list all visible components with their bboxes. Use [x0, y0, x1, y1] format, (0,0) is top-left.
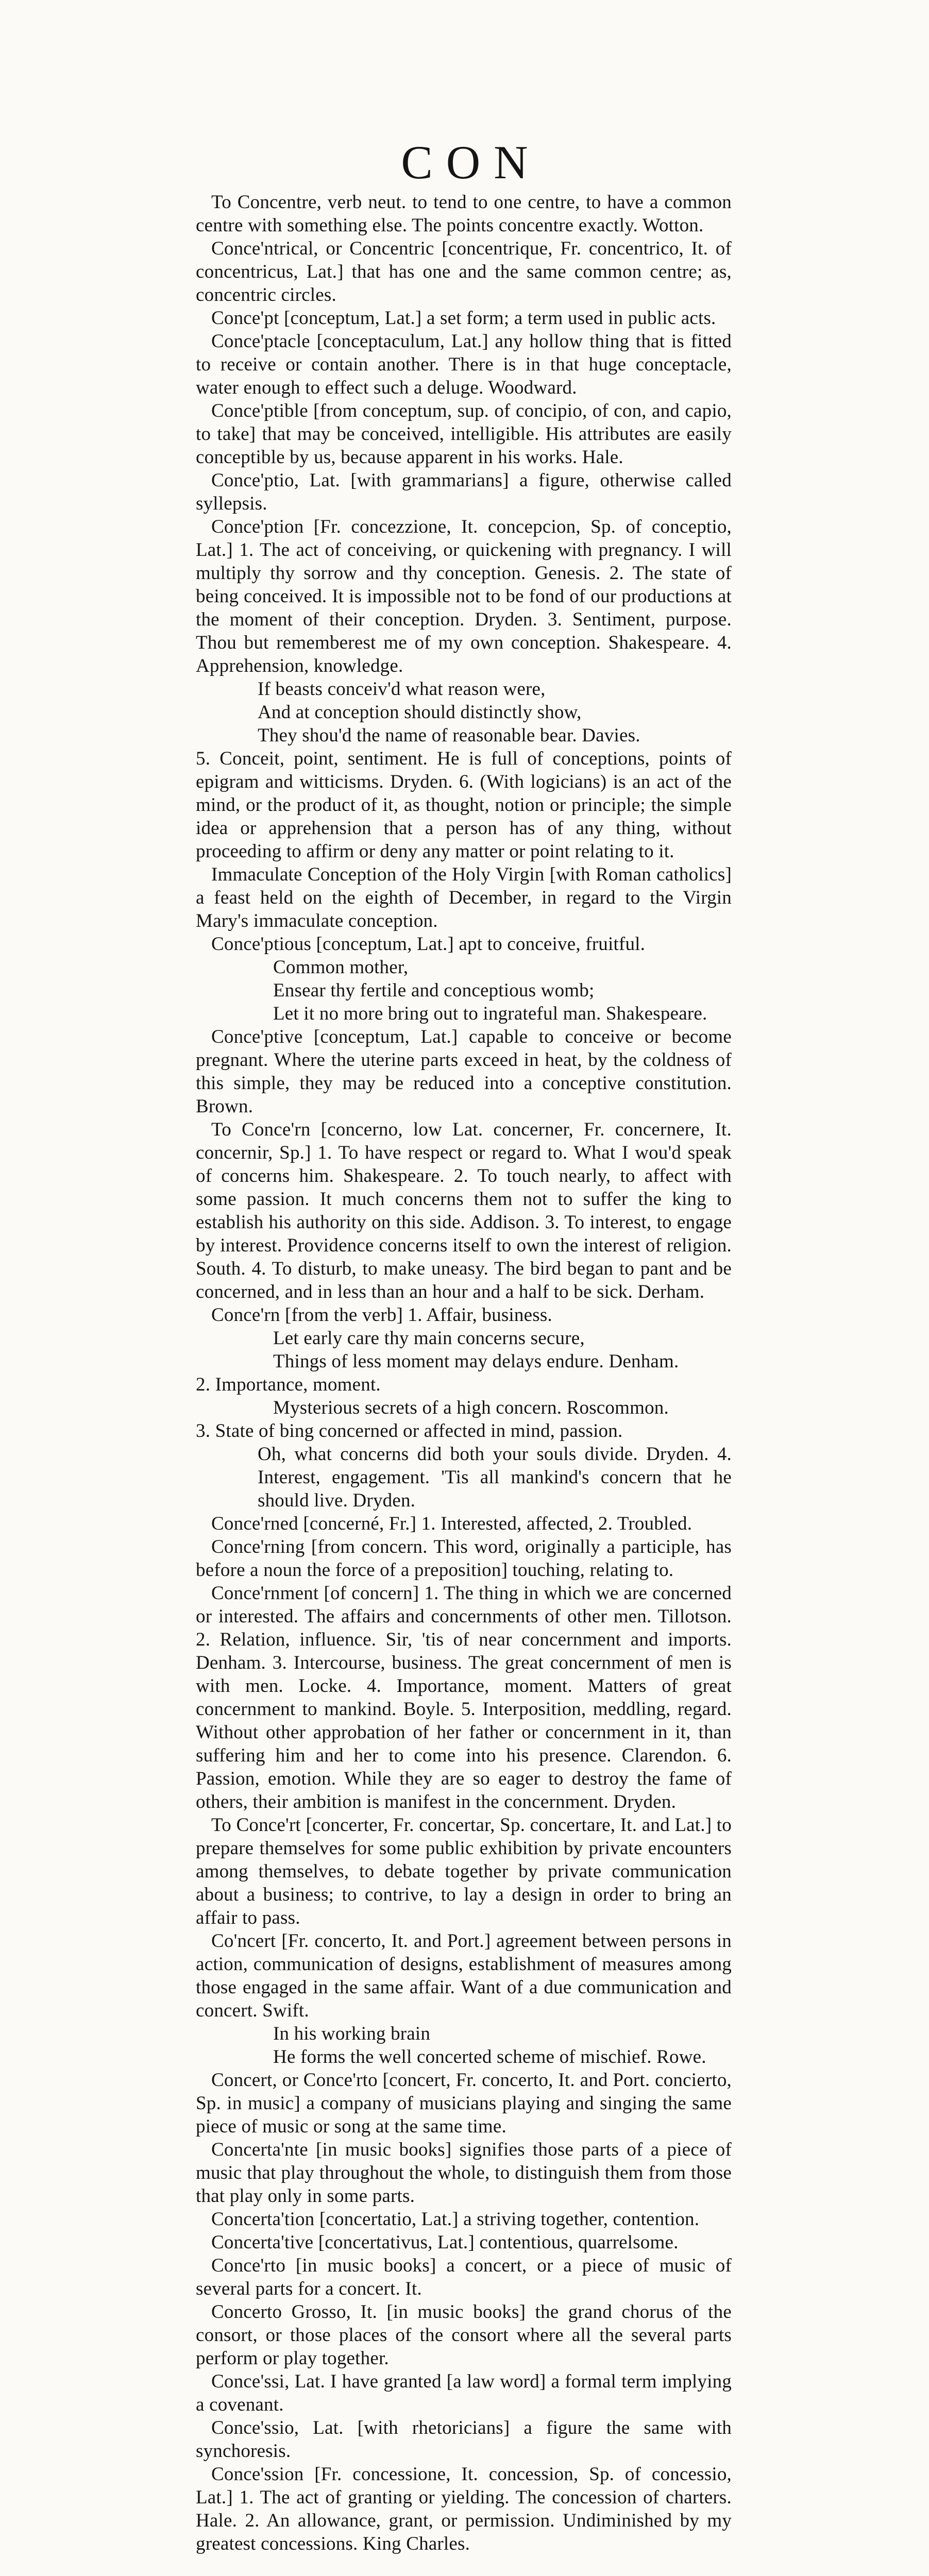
- entry-concession: Conce'ssion [Fr. concessione, It. concession, Sp. of concessio, Lat.] 1. The act of granting or yielding. The concession of charters. Hale. 2. An allowance, grant, or permission. Undiminished by my greatest concessions. King Charles.: [196, 2464, 732, 2554]
- entry-column: [196, 191, 732, 2555]
- entry-immaculate-conception: Immaculate Conception of the Holy Virgin [with Roman catholics] a feast held on the eighth of December, in regard to the Virgin Mary's immaculate conception.: [196, 864, 732, 931]
- entry-conception-continued: 5. Conceit, point, sentiment. He is full of conceptions, points of epigram and witticisms. Dryden. 6. (With logicians) is an act of the mind, or the product of it, as thought, notion or principle; the simple idea or apprehension that a person has of any thing, without proceeding to affirm or deny any matter or point relating to it.: [196, 748, 732, 862]
- entry-concern-noun: Conce'rn [from the verb] 1. Affair, business.: [211, 1304, 552, 1326]
- verse-line: Things of less moment may delays endure. Denham.: [273, 1351, 679, 1372]
- verse-line: And at conception should distinctly show,: [258, 702, 582, 723]
- verse-line: He forms the well concerted scheme of mischief. Rowe.: [273, 2046, 706, 2067]
- entry-concertation: Concerta'tion [concertatio, Lat.] a striving together, contention.: [211, 2209, 700, 2230]
- entry-concerning: Conce'rning [from concern. This word, originally a participle, has before a noun the force of a preposition] touching, relating to.: [196, 1536, 732, 1581]
- entry-conceptious: Conce'ptious [conceptum, Lat.] apt to conceive, fruitful.: [211, 934, 646, 955]
- verse-line: Ensear thy fertile and conceptious womb;: [273, 980, 595, 1001]
- entry-concerto-grosso: Concerto Grosso, It. [in music books] the grand chorus of the consort, or those places of the consort where all the several parts perform or play together.: [196, 2301, 732, 2369]
- entry-concentre: To Concentre, verb neut. to tend to one centre, to have a common centre with something else. The points concentre exactly. Wotton.: [196, 192, 732, 236]
- entry-concern-noun-sense: Oh, what concerns did both your souls divide. Dryden. 4. Interest, engagement. 'Tis all mankind's concern that he should live. Dryden.: [258, 1444, 732, 1511]
- entry-concerned: Conce'rned [concerné, Fr.] 1. Interested, affected, 2. Troubled.: [211, 1513, 692, 1534]
- verse-line: Mysterious secrets of a high concern. Roscommon.: [273, 1397, 669, 1418]
- verse-line: If beasts conceiv'd what reason were,: [258, 679, 546, 700]
- entry-concertante: Concerta'nte [in music books] signifies those parts of a piece of music that play throughout the whole, to distinguish them from those that play only in some parts.: [196, 2139, 732, 2207]
- entry-concerto: Conce'rto [in music books] a concert, or a piece of music of several parts for a concert. It.: [196, 2255, 732, 2299]
- entry-conceptive: Conce'ptive [conceptum, Lat.] capable to conceive or become pregnant. Where the uterine parts exceed in heat, by the coldness of this simple, they may be reduced into a conceptive constitution. Brown.: [196, 1026, 732, 1117]
- entry-concessio: Conce'ssio, Lat. [with rhetoricians] a figure the same with synchoresis.: [196, 2417, 732, 2462]
- entry-concert-music: Concert, or Conce'rto [concert, Fr. concerto, It. and Port. concierto, Sp. in music] a company of musicians playing and singing the same piece of music or song at the same time.: [196, 2070, 732, 2137]
- entry-concertative: Concerta'tive [concertativus, Lat.] contentious, quarrelsome.: [211, 2232, 679, 2253]
- verse-line: Let it no more bring out to ingrateful man. Shakespeare.: [273, 1003, 707, 1024]
- entry-concert-verb: To Conce'rt [concerter, Fr. concertar, Sp. concertare, It. and Lat.] to prepare themselves for some public exhibition by private encounters among themselves, to debate together by private communication about a business; to contrive, to lay a design in order to bring an affair to pass.: [196, 1815, 732, 1928]
- verse-line: They shou'd the name of reasonable bear. Davies.: [258, 725, 640, 746]
- entry-conceptio: Conce'ptio, Lat. [with grammarians] a figure, otherwise called syllepsis.: [196, 470, 732, 514]
- entry-concernment: Conce'rnment [of concern] 1. The thing in which we are concerned or interested. The affairs and concernments of other men. Tillotson. 2. Relation, influence. Sir, 'tis of near concernment and imports. Denham. 3. Intercourse, business. The great concernment of men is with men. Locke. 4. Importance, moment. Matters of great concernment to mankind. Boyle. 5. Interposition, meddling, regard. Without other approbation of her father or concernment in it, than suffering him and her to come into his presence. Clarendon. 6. Passion, emotion. While they are so eager to destroy the fame of others, their ambition is manifest in the concernment. Dryden.: [196, 1583, 732, 1812]
- verse-line: Common mother,: [273, 957, 409, 978]
- verse-line: In his working brain: [273, 2023, 431, 2044]
- running-head: CON: [401, 136, 542, 189]
- entry-conceptacle: Conce'ptacle [conceptaculum, Lat.] any hollow thing that is fitted to receive or contain another. There is in that huge conceptacle, water enough to effect such a deluge. Woodward.: [196, 331, 732, 398]
- verse-line: Let early care thy main concerns secure,: [273, 1328, 585, 1349]
- entry-concern-noun-sense: 2. Importance, moment.: [196, 1374, 381, 1395]
- entry-concert-noun: Co'ncert [Fr. concerto, It. and Port.] agreement between persons in action, communication of designs, establishment of measures among those engaged in the same affair. Want of a due communication and concert. Swift.: [196, 1930, 732, 2021]
- entry-conceptible: Conce'ptible [from conceptum, sup. of concipio, of con, and capio, to take] that may be conceived, intelligible. His attributes are easily conceptible by us, because apparent in his works. Hale.: [196, 400, 732, 468]
- entry-concentrical: Conce'ntrical, or Concentric [concentrique, Fr. concentrico, It. of concentricus, Lat.] that has one and the same common centre; as, concentric circles.: [196, 238, 732, 306]
- entry-concern-verb: To Conce'rn [concerno, low Lat. concerner, Fr. concernere, It. concernir, Sp.] 1. To have respect or regard to. What I wou'd speak of concerns him. Shakespeare. 2. To touch nearly, to affect with some passion. It much concerns them not to suffer the king to establish his authority on this side. Addison. 3. To interest, to engage by interest. Providence concerns itself to own the interest of religion. South. 4. To disturb, to make uneasy. The bird began to pant and be concerned, and in less than an hour and a half to be sick. Derham.: [196, 1119, 732, 1302]
- entry-concern-noun-sense: 3. State of bing concerned or affected in mind, passion.: [196, 1420, 623, 1442]
- entry-concept: Conce'pt [conceptum, Lat.] a set form; a term used in public acts.: [211, 308, 716, 329]
- entry-conception: Conce'ption [Fr. concezzione, It. concepcion, Sp. of conceptio, Lat.] 1. The act of conceiving, or quickening with pregnancy. I will multiply thy sorrow and thy conception. Genesis. 2. The state of being conceived. It is impossible not to be fond of our productions at the moment of their conception. Dryden. 3. Sentiment, purpose. Thou but rememberest me of my own conception. Shakespeare. 4. Apprehension, knowledge.: [196, 516, 732, 676]
- entry-concessi: Conce'ssi, Lat. I have granted [a law word] a formal term implying a covenant.: [196, 2371, 732, 2415]
